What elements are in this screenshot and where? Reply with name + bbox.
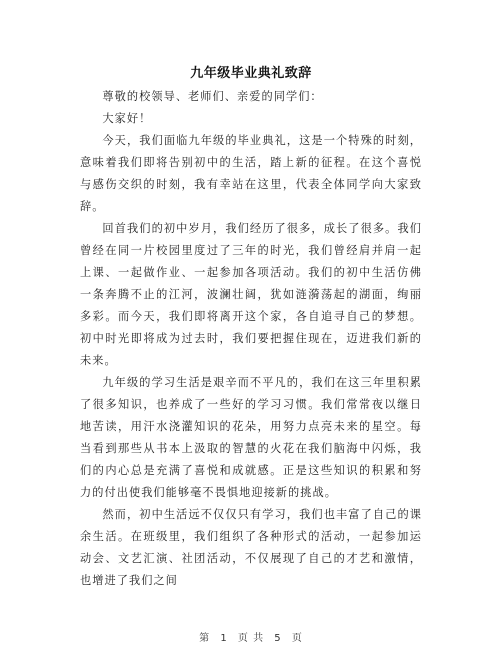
page-label-middle: 页 共 xyxy=(237,633,265,644)
body-paragraph: 然而，初中生活远不仅仅只有学习，我们也丰富了自己的课余生活。在班级里，我们组织了各种形式的活动，一起参加运动会、文艺汇演、社团活动，不仅展现了自己的才艺和激情，也增进了我们之间 xyxy=(80,508,422,587)
salutation-paragraph: 尊敬的校领导、老师们、亲爱的同学们： xyxy=(102,90,323,103)
page-label-prefix: 第 xyxy=(199,633,211,644)
total-page-number: 5 xyxy=(274,633,282,644)
body-paragraph: 九年级的学习生活是艰辛而不平凡的，我们在这三年里积累了很多知识，也养成了一些好的学习习惯。我们常常夜以继日地苦读，用汗水浇灌知识的花朵，用努力点亮未来的星空。每当看到那些从书本上汲取的智慧的火花在我们脑海中闪烁，我们的内心总是充满了喜悦和成就感。正是这些知识的积累和努力的付出使我们能够毫不畏惧地迎接新的挑战。 xyxy=(80,376,422,499)
current-page-number: 1 xyxy=(220,633,228,644)
document-body xyxy=(80,86,422,592)
page-label-suffix: 页 xyxy=(291,633,303,644)
greeting-paragraph: 大家好！ xyxy=(102,112,152,125)
document-title: 九年级毕业典礼致辞 xyxy=(190,66,312,81)
body-paragraph: 今天，我们面临九年级的毕业典礼，这是一个特殊的时刻，意味着我们即将告别初中的生活，踏上新的征程。在这个喜悦与感伤交织的时刻，我有幸站在这里，代表全体同学向大家致辞。 xyxy=(80,134,422,213)
body-paragraph: 回首我们的初中岁月，我们经历了很多，成长了很多。我们曾经在同一片校园里度过了三年的时光，我们曾经肩并肩一起上课、一起做作业、一起参加各项活动。我们的初中生活仿佛一条奔腾不止的江河，波澜壮阔，犹如涟漪荡起的湖面，绚丽多彩。而今天，我们即将离开这个家，各自追寻自己的梦想。初中时光即将成为过去时，我们要把握住现在，迈进我们新的未来。 xyxy=(80,222,422,367)
page-number-footer xyxy=(0,629,502,644)
